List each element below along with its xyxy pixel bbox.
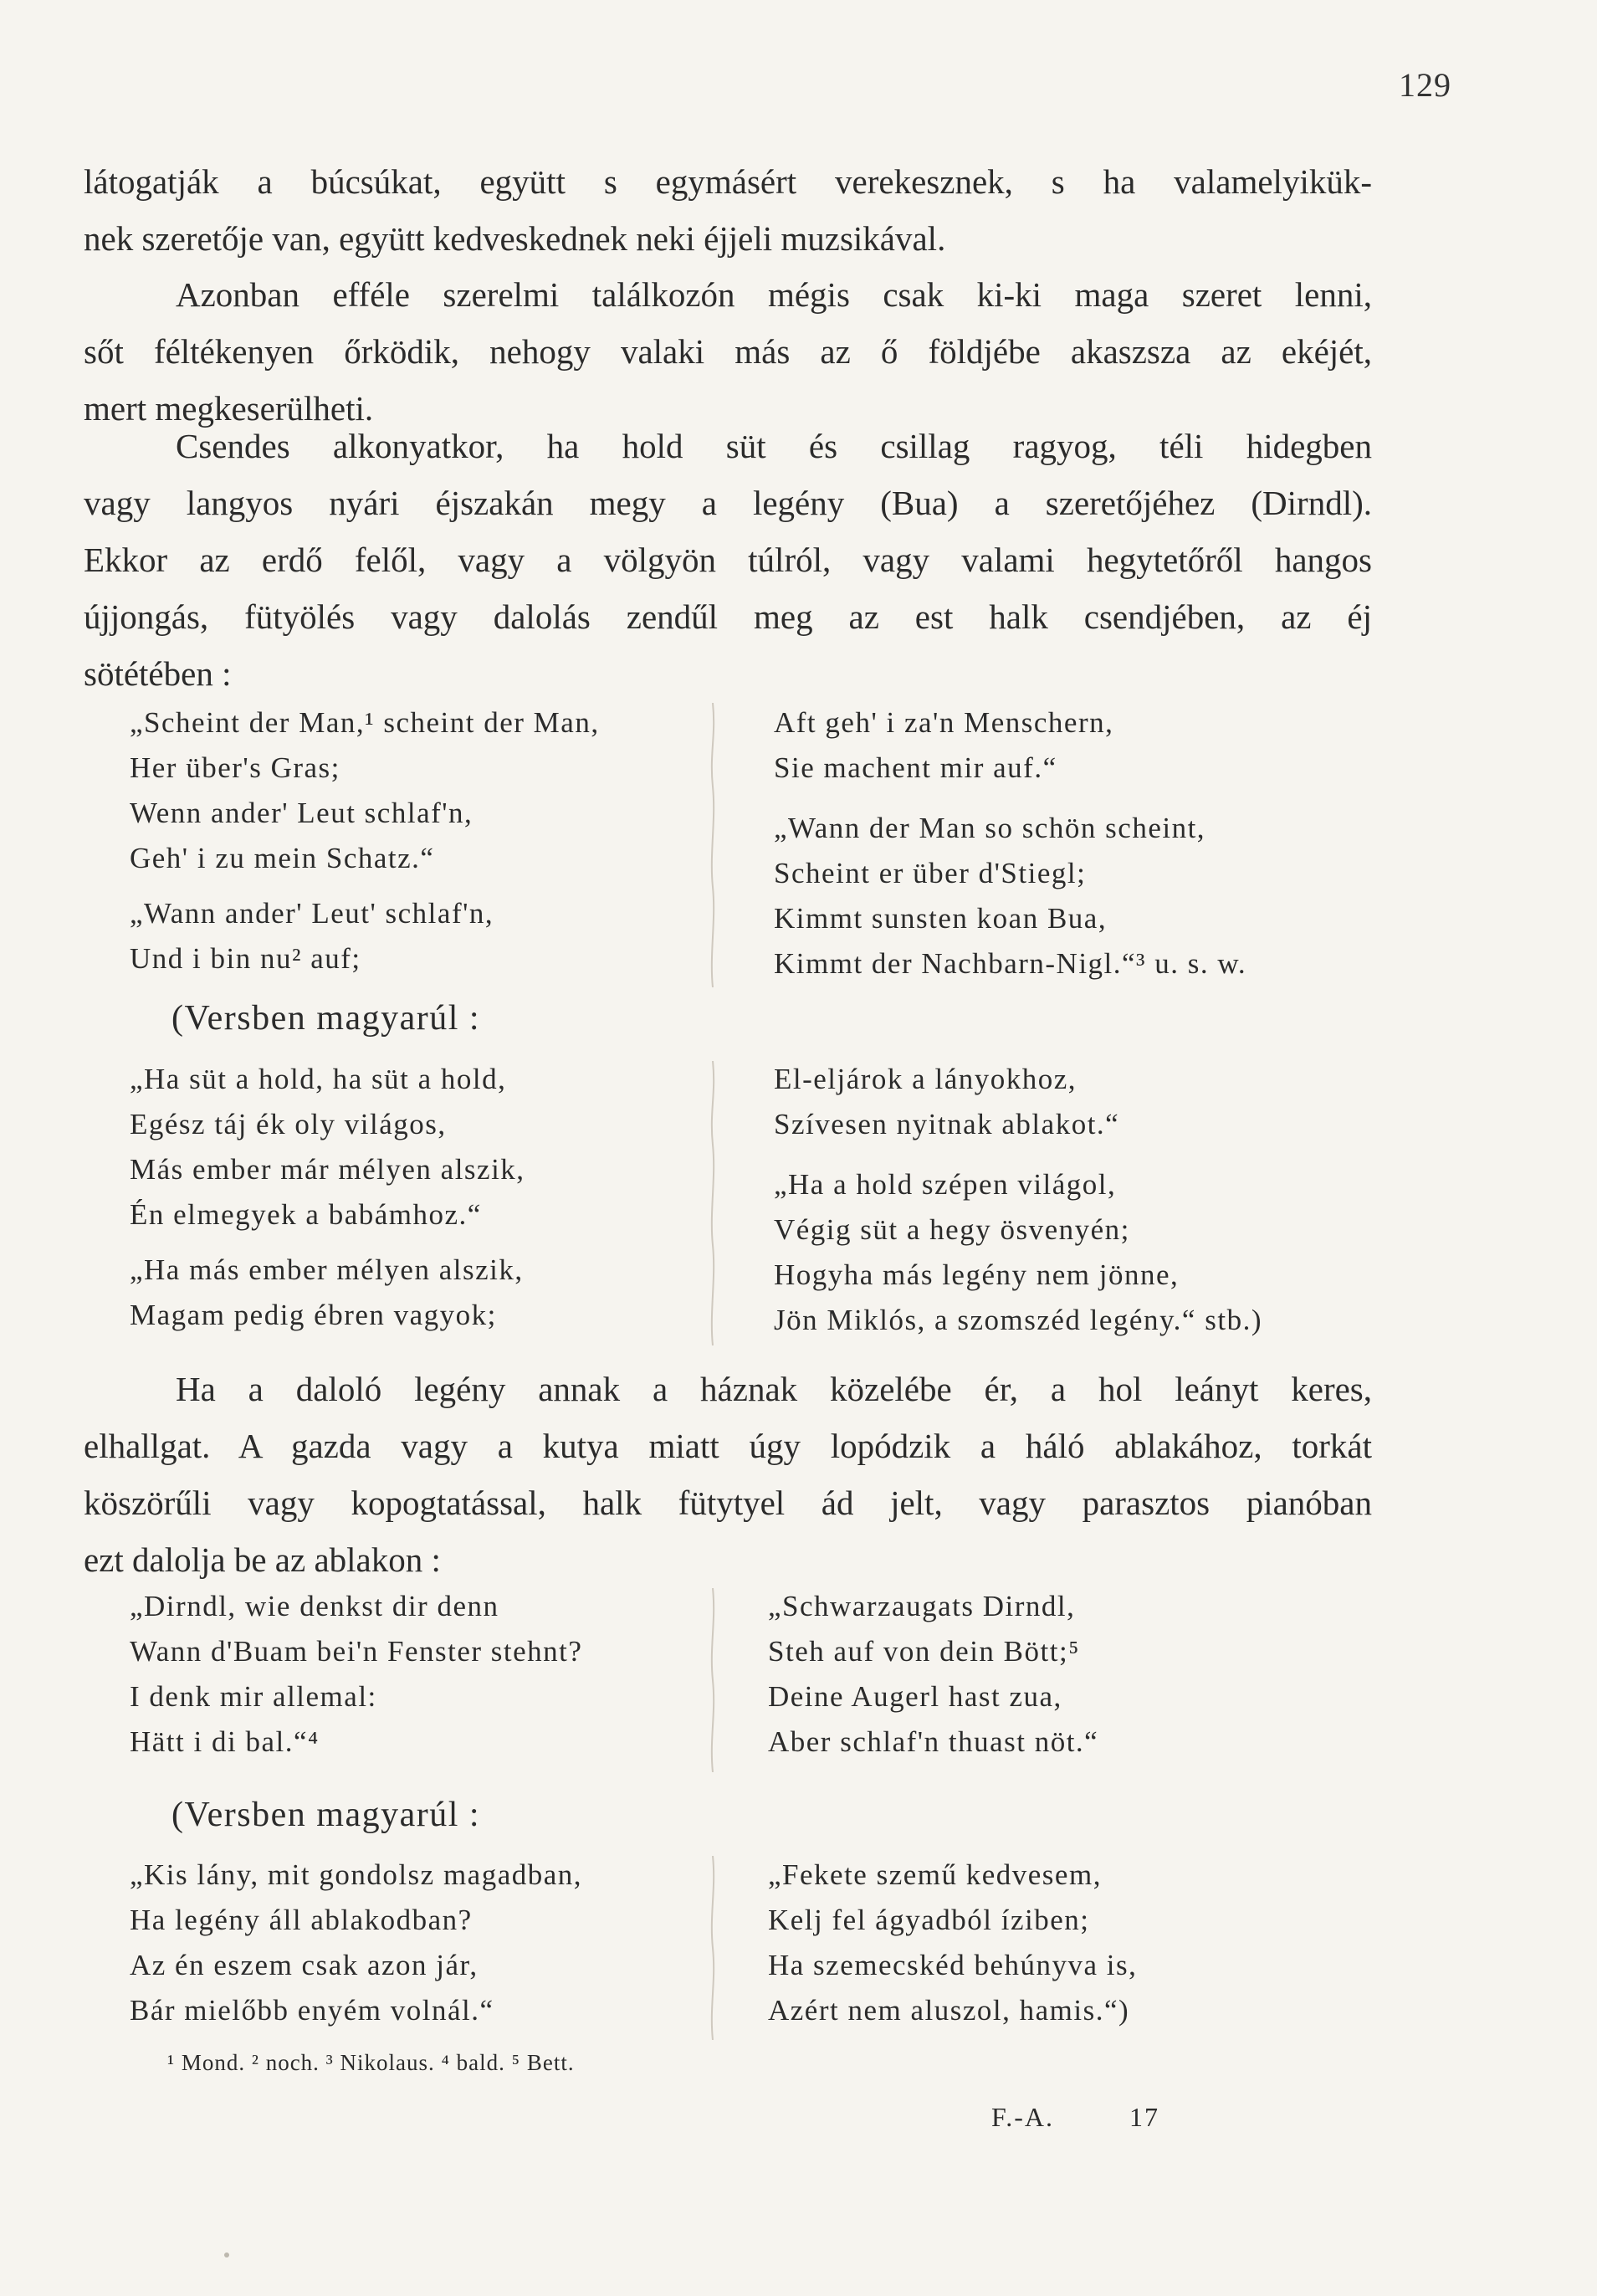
verse-line: Kelj fel ágyadból íziben; <box>768 1904 1090 1936</box>
stanza <box>768 1584 1098 1765</box>
verse-line: Hätt i di bal.“⁴ <box>130 1725 320 1758</box>
verse-line: Scheint er über d'Stiegl; <box>774 857 1087 889</box>
signature-label: F.-A. <box>991 2102 1054 2132</box>
signature-number: 17 <box>1129 2102 1159 2132</box>
verse-3-right <box>768 1584 1098 1775</box>
text-line: sötétében : <box>84 654 232 693</box>
verse-line: „Ha más ember mélyen alszik, <box>130 1253 524 1286</box>
text-line: Csendes alkonyatkor, ha hold süt és csillag ragyog, téli hidegben <box>176 427 1372 465</box>
verse-line: „Fekete szemű kedvesem, <box>768 1858 1102 1891</box>
verse-line: Bár mielőbb enyém volnál.“ <box>130 1994 494 2027</box>
verse-line: Magam pedig ébren vagyok; <box>130 1299 497 1331</box>
verse-line: „Wann der Man so schön scheint, <box>774 812 1206 844</box>
paragraph-1 <box>84 153 1372 267</box>
text-line: vagy langyos nyári éjszakán megy a legény (Bua) a szeretőjéhez (Dirndl). <box>84 484 1372 522</box>
verse-line: Én elmegyek a babámhoz.“ <box>130 1198 482 1231</box>
text-line: mert megkeserülheti. <box>84 389 374 428</box>
stanza <box>774 1057 1262 1147</box>
verse-2-right <box>774 1057 1262 1353</box>
text-line: Ha a daloló legény annak a háznak közelébe ér, a hol leányt keres, <box>176 1370 1372 1408</box>
verse-line: Azért nem aluszol, hamis.“) <box>768 1994 1130 2027</box>
verse-line: Wenn ander' Leut schlaf'n, <box>130 797 473 829</box>
text-line: Azonban efféle szerelmi találkozón mégis csak ki-ki maga szeret lenni, <box>176 275 1372 314</box>
verse-line: Végig süt a hegy ösvenyén; <box>774 1213 1130 1246</box>
verse-line: Sie machent mir auf.“ <box>774 751 1057 784</box>
brace-divider <box>704 1856 721 2040</box>
verse-line: Steh auf von dein Bött;⁵ <box>768 1635 1080 1668</box>
text-line: újjongás, fütyölés vagy dalolás zendűl meg az est halk csendjében, az éj <box>84 597 1372 636</box>
verse-line: Deine Augerl hast zua, <box>768 1680 1062 1713</box>
page-number: 129 <box>1399 66 1451 104</box>
paragraph-4 <box>84 1361 1372 1588</box>
verse-line: Egész táj ék oly világos, <box>130 1108 447 1140</box>
verse-line: I denk mir allemal: <box>130 1680 377 1713</box>
stanza <box>774 700 1246 791</box>
brace-divider <box>704 703 721 987</box>
verse-line: „Dirndl, wie denkst dir denn <box>130 1590 499 1622</box>
text-line: nek szeretője van, együtt kedveskednek neki éjjeli muzsikával. <box>84 219 946 258</box>
verse-line: „Schwarzaugats Dirndl, <box>768 1590 1076 1622</box>
text-line: ezt dalolja be az ablakon : <box>84 1540 441 1579</box>
verse-line: Ha szemecskéd behúnyva is, <box>768 1949 1138 1981</box>
verse-2-left <box>130 1057 525 1348</box>
verse-line: Aber schlaf'n thuast nöt.“ <box>768 1725 1099 1758</box>
verse-line: Jön Miklós, a szomszéd legény.“ stb.) <box>774 1304 1262 1336</box>
verse-line: Kimmt sunsten koan Bua, <box>774 902 1108 935</box>
brace-divider <box>704 1061 721 1345</box>
text-line: sőt féltékenyen őrködik, nehogy valaki más az ő földjébe akaszsza az ekéjét, <box>84 332 1372 371</box>
verse-line: „Kis lány, mit gondolsz magadban, <box>130 1858 583 1891</box>
text-line: Ekkor az erdő felől, vagy a völgyön túlról, vagy valami hegytetőről hangos <box>84 541 1372 579</box>
stanza <box>768 1853 1137 2033</box>
brace-divider <box>704 1588 721 1772</box>
verse-3-left <box>130 1584 582 1775</box>
verse-line: Ha legény áll ablakodban? <box>130 1904 473 1936</box>
paper-speck <box>224 2252 229 2258</box>
verse-1-left <box>130 700 600 992</box>
verse-line: Szívesen nyitnak ablakot.“ <box>774 1108 1120 1140</box>
footnotes: ¹ Mond. ² noch. ³ Nikolaus. ⁴ bald. ⁵ Bett. <box>167 2050 575 2075</box>
verse-line: „Ha süt a hold, ha süt a hold, <box>130 1063 507 1095</box>
verse-1-right <box>774 700 1246 997</box>
stanza <box>130 1584 582 1765</box>
verse-line: Hogyha más legény nem jönne, <box>774 1258 1180 1291</box>
section-heading: (Versben magyarúl : <box>171 999 481 1038</box>
text-line: köszörűli vagy kopogtatással, halk fütytyel ád jelt, vagy parasztos pianóban <box>84 1484 1372 1522</box>
verse-line: „Ha a hold szépen világol, <box>774 1168 1117 1201</box>
verse-line: Kimmt der Nachbarn-Nigl.“³ u. s. w. <box>774 947 1247 980</box>
printer-signature <box>991 2102 1159 2133</box>
verse-line: Und i bin nu² auf; <box>130 942 361 975</box>
verse-line: Geh' i zu mein Schatz.“ <box>130 842 435 874</box>
stanza <box>774 806 1246 987</box>
verse-line: Aft geh' i za'n Menschern, <box>774 706 1114 739</box>
stanza <box>130 1057 525 1238</box>
verse-4-right <box>768 1853 1137 2043</box>
verse-line: Más ember már mélyen alszik, <box>130 1153 525 1186</box>
text-line: elhallgat. A gazda vagy a kutya miatt úgy lopódzik a háló ablakához, torkát <box>84 1427 1372 1465</box>
verse-line: „Wann ander' Leut' schlaf'n, <box>130 897 494 930</box>
paragraph-3 <box>84 418 1372 702</box>
stanza <box>130 1853 582 2033</box>
stanza <box>130 1248 525 1338</box>
verse-line: Her über's Gras; <box>130 751 340 784</box>
section-heading: (Versben magyarúl : <box>171 1796 481 1834</box>
verse-line: El-eljárok a lányokhoz, <box>774 1063 1077 1095</box>
stanza <box>130 891 600 981</box>
verse-line: Wann d'Buam bei'n Fenster stehnt? <box>130 1635 583 1668</box>
stanza <box>774 1162 1262 1343</box>
verse-4-left <box>130 1853 582 2043</box>
verse-line: Az én eszem csak azon jár, <box>130 1949 479 1981</box>
stanza <box>130 700 600 881</box>
verse-line: „Scheint der Man,¹ scheint der Man, <box>130 706 600 739</box>
paragraph-2 <box>84 266 1372 437</box>
text-line: látogatják a búcsúkat, együtt s egymásért verekesznek, s ha valamelyikük- <box>84 162 1372 201</box>
